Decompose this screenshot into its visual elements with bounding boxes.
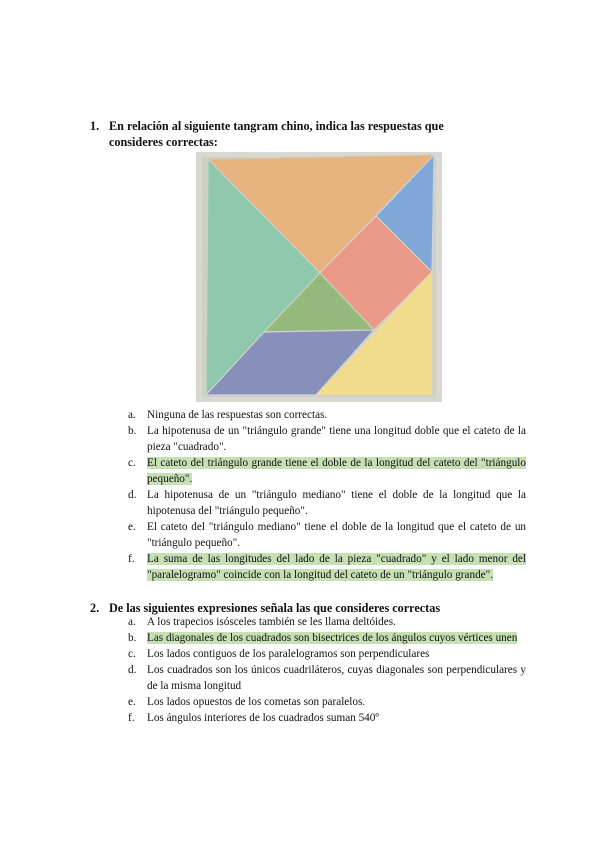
q1-option-d-text: La hipotenusa de un "triángulo mediano" tiene el doble de la longitud que la hipotenusa del "triángulo pequeño". <box>147 489 526 517</box>
tangram-image <box>196 152 442 402</box>
q2-option-c[interactable] <box>128 646 526 662</box>
q2-option-a-text: A los trapecios isósceles también se les llama deltóides. <box>147 616 396 628</box>
question-1-number: 1. <box>90 119 100 133</box>
q2-option-a-letter: a. <box>128 616 136 628</box>
q2-option-e-text: Los lados opuestos de los cometas son paralelos. <box>147 696 366 708</box>
q2-option-d[interactable] <box>128 662 526 694</box>
q1-option-b-letter: b. <box>128 425 137 437</box>
q2-option-e[interactable] <box>128 694 526 710</box>
q2-option-c-letter: c. <box>128 648 136 660</box>
q2-option-f-letter: f. <box>128 712 135 724</box>
question-2-options <box>128 614 526 726</box>
q1-option-c-letter: c. <box>128 457 136 469</box>
q1-option-d-letter: d. <box>128 489 137 501</box>
q2-option-b-text: Las diagonales de los cuadrados son bisectrices de los ángulos cuyos vértices unen <box>147 632 518 644</box>
q1-option-f[interactable] <box>128 551 526 583</box>
q1-option-b-text: La hipotenusa de un "triángulo grande" tiene una longitud doble que el cateto de la pieza "cuadrado". <box>147 425 526 453</box>
q1-option-e-letter: e. <box>128 521 136 533</box>
q2-option-b[interactable] <box>128 630 526 646</box>
q1-option-c[interactable] <box>128 455 526 487</box>
q2-option-d-letter: d. <box>128 664 137 676</box>
question-1-options <box>128 407 526 583</box>
q1-option-f-text: La suma de las longitudes del lado de la pieza "cuadrado" y el lado menor del "paralelogramo" coincide con la longitud del cateto de un "triángulo grande". <box>147 553 526 581</box>
q1-option-a[interactable] <box>128 407 526 423</box>
q1-option-f-letter: f. <box>128 553 135 565</box>
q2-option-b-letter: b. <box>128 632 137 644</box>
q2-option-f-text: Los ángulos interiores de los cuadrados suman 540º <box>147 712 379 724</box>
question-1-text: En relación al siguiente tangram chino, indica las respuestas que consideres correctas: <box>109 119 444 149</box>
q1-option-e-text: El cateto del "triángulo mediano" tiene el doble de la longitud que el cateto de un "triángulo pequeño". <box>147 521 526 549</box>
q2-option-e-letter: e. <box>128 696 136 708</box>
q2-option-c-text: Los lados contiguos de los paralelogramos son perpendiculares <box>147 648 430 660</box>
question-2-number: 2. <box>90 601 100 615</box>
q1-option-a-text: Ninguna de las respuestas son correctas. <box>147 409 328 421</box>
q2-option-d-text: Los cuadrados son los únicos cuadriláteros, cuyas diagonales son perpendiculares y de la misma longitud <box>147 664 526 692</box>
question-2-text: De las siguientes expresiones señala las que consideres correctas <box>109 601 441 615</box>
q1-option-b[interactable] <box>128 423 526 455</box>
q1-option-e[interactable] <box>128 519 526 551</box>
q1-option-d[interactable] <box>128 487 526 519</box>
q2-option-f[interactable] <box>128 710 526 726</box>
q1-option-c-text: El cateto del triángulo grande tiene el doble de la longitud del cateto del "triángulo pequeño". <box>147 457 526 485</box>
q2-option-a[interactable] <box>128 614 526 630</box>
q1-option-a-letter: a. <box>128 409 136 421</box>
